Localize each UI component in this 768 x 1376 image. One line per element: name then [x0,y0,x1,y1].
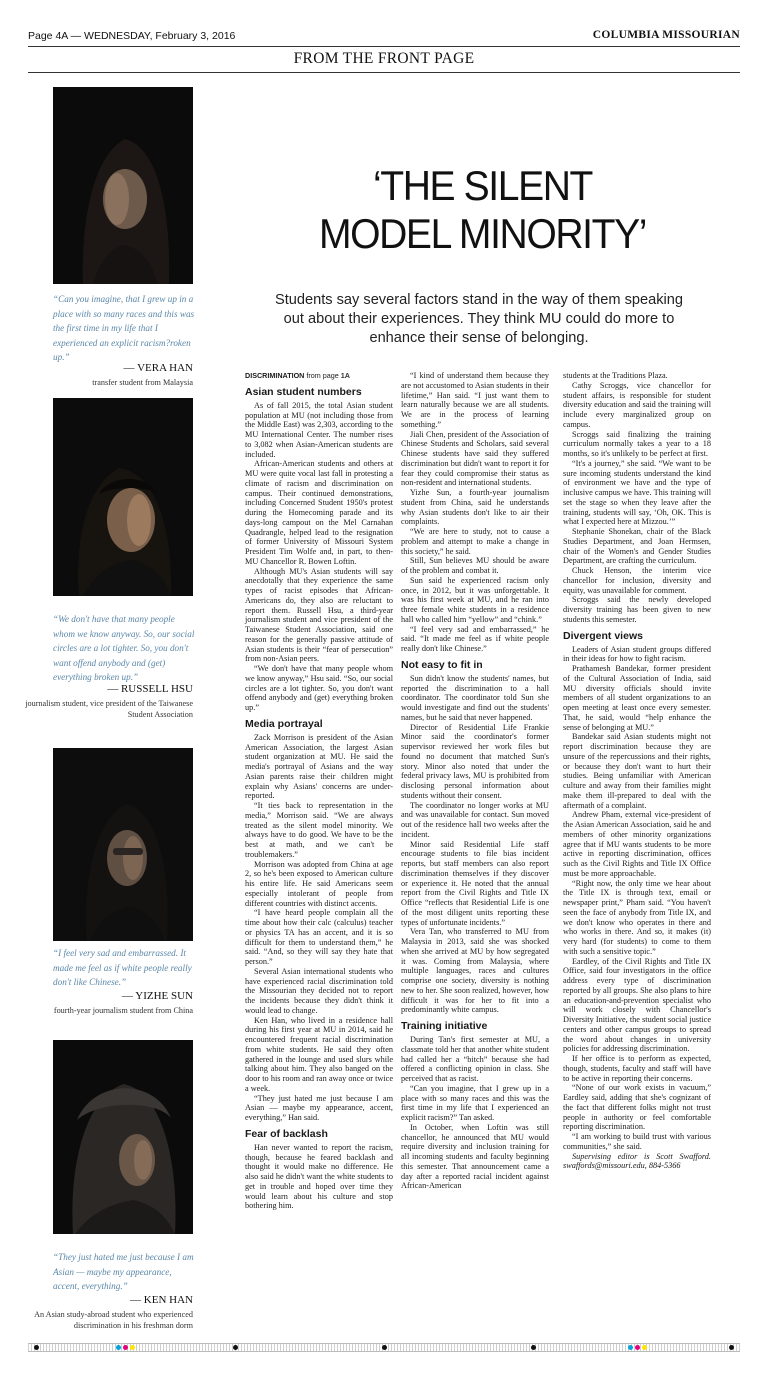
quote-attribution-russell-hsu: — RUSSELL HSU [107,683,193,695]
cyan-dot [116,1345,121,1350]
article-paragraph: Minor said Residential Life staff encourage students to file bias incident reports, but staff members can also report discrimination themselves if they discover or experience it. He noted that the annual report from the Civil Rights and Title IX Office “reflects that Residential Life is one of the most diligent units reporting these types of unfortunate incidents.” [401,839,549,927]
pull-quote-russell-hsu: “We don't have that many people whom we know anyway. So, our social circles are a lot tighter. So, you don't want offend anybody and (get) everything broken up.” [53,614,195,682]
article-paragraph: The coordinator no longer works at MU and was unavailable for contact. Sun moved out of the residence hall two weeks after the incident. [401,800,549,839]
article-paragraph: Vera Tan, who transferred to MU from Malaysia in 2013, said she was shocked when she arrived at MU by how segregated it was. Coming from Malaysia, where multiple languages, races and cultures comprise one society, diversity is nothing new to her. She soon realized, however, how difficult it was for her to fit into a predominantly white campus. [401,927,549,1015]
article-paragraph: As of fall 2015, the total Asian student population at MU (not including those from the Middle East) was 2,303, according to the MU International Center. The number rises to 3,082 when Asian-American students are included. [245,400,393,459]
magenta-dot [635,1345,640,1350]
article-paragraph: Sun said he experienced racism only once, in 2012, but it was unforgettable. It was his first week at MU, and he ran into three female white students in a residence hall who called him “yellow” and “chink.” [401,575,549,624]
article-paragraph: Still, Sun believes MU should be aware of the problem and combat it. [401,556,549,575]
registration-dot [729,1345,734,1350]
jump-label: DISCRIMINATION [245,371,305,380]
article-paragraph: “I feel very sad and embarrassed,” he said. “It made me feel as if white people really don't like Chinese.” [401,624,549,653]
article-paragraph: Eardley, of the Civil Rights and Title IX Office, said four investigators in the office address every type of discrimination reported by all groups. She also plans to hire an education-and-prevention specialist who will work closely with Chancellor's Diversity Initiative, the student social justice centers and other campus groups to spread the word about changes in university policies for addressing discrimination. [563,956,711,1054]
article-paragraph: “I am working to build trust with various communities,” she said. [563,1132,711,1151]
quote-attribution-vera-han: — VERA HAN [123,362,193,374]
article-paragraph: Andrew Pham, external vice-president of the Asian American Association, said he and members of other minority organizations agree that if MU wants students to be more active in reporting discrimination, offices such as the Civil Rights and Title IX Office must be more approachable. [563,810,711,878]
editor-credit: Supervising editor is Scott Swafford. swaffords@missouri.edu, 884-5366 [563,1151,711,1171]
article-paragraph: “It ties back to representation in the media,” Morrison said. “We are always treated as the silent model minority. We always have to do good. We have to be the best at math, and we can't be troublemakers.” [245,801,393,859]
quote-role-russell-hsu: journalism student, vice president of the Taiwanese Student Association [25,699,193,719]
article-paragraph: African-American students and others at MU were quite vocal last fall in protesting a climate of racism and discrimination on campus. Their continued demonstrations, including Concerned Student 1950's protest during the Homecoming parade and its days-long campout on the Mel Carnahan Quadrangle, helped lead to the resignation of former University of Missouri System President Tim Wolfe and, in part, to then-MU Chancellor R. Bowen Loftin. [245,459,393,566]
subhead-not-easy-to-fit-in: Not easy to fit in [401,658,483,671]
portrait-photo-russell-hsu [53,398,193,596]
article-paragraph: “They just hated me just because I am Asian — maybe my appearance, accent, everything,” Han said. [245,1093,393,1122]
article-paragraph: Ken Han, who lived in a residence hall during his first year at MU in 2014, said he encountered frequent racial discrimination from white students. He said they often gathered in the lounge and used slurs while talking about him. They also banged on the door to his room and ran away once or twice a week. [245,1015,393,1093]
cyan-dot [628,1345,633,1350]
article-paragraph: students at the Traditions Plaza. [563,371,668,380]
article-paragraph: Sun didn't know the students' names, but reported the discrimination to a hall coordinator. The coordinator told Sun she would investigate and find out the students' names, but he said that never happened. [401,673,549,722]
article-paragraph: Jiali Chen, president of the Association of Chinese Students and Scholars, said several Chinese students have said they suffered discrimination but didn't want to report it for fear they could compromise their status as non-resident and international students. [401,429,549,488]
article-paragraph: Stephanie Shonekan, chair of the Black Studies Department, and Joan Hermsen, chair of the Women's and Gender Studies Department, are crafting the curriculum. [563,527,711,566]
article-paragraph: Several Asian international students who have experienced racial discrimination told the Missourian they decided not to report the incidents because they didn't think it would lead to change. [245,966,393,1015]
main-headline [243,162,722,258]
article-paragraph: “We are here to study, not to cause a problem and attempt to make a change in this society,” he said. [401,527,549,556]
yellow-dot [130,1345,135,1350]
article-paragraph: Han never wanted to report the racism, though, because he feared backlash and thought it would make no difference. He also said he didn't want the white students to get in trouble and hoped over time they would learn about his culture and stop bothering him. [245,1142,393,1211]
article-paragraph: Scroggs said finalizing the training curriculum normally takes a year to a 18 months, so it's unlikely to be perfect at first. [563,429,711,458]
registration-dot [531,1345,536,1350]
portrait-photo-yizhe-sun [53,748,193,941]
quote-attribution-ken-han: — KEN HAN [130,1294,193,1306]
article-column-2 [401,371,549,1191]
article-paragraph: Prathamesh Bandekar, former president of the Cultural Association of India, said MU diversity officials should invite members of all student organizations to an open meeting at least once every semester. That, he said, would “help enhance the sense of belonging at MU.” [563,664,711,732]
subhead-asian-student-numbers: Asian student numbers [245,385,362,398]
subhead-divergent-views: Divergent views [563,629,643,642]
quote-attribution-yizhe-sun: — YIZHE SUN [121,990,193,1002]
article-paragraph: Yizhe Sun, a fourth-year journalism student from China, said he understands why Asian students don't like to air their complaints. [401,488,549,527]
article-paragraph: Although MU's Asian students will say anecdotally that they experience the same types of racist episodes that African-Americans do, they also are reluctant to report them. Russell Hsu, a third-year journalism student and vice president of the Taiwanese Student Association, said one reason for the generally passive attitude of Asian students is their “fear of persecution” from non-Asian peers. [245,566,393,664]
article-paragraph: In October, when Loftin was still chancellor, he announced that MU would require diversity and inclusion training for all incoming students and faculty beginning this semester. That announcement came a day after a reported racial incident against African-American [401,1122,549,1191]
headline-line-2: MODEL MINORITY’ [318,210,647,257]
page-dateline: Page 4A — WEDNESDAY, February 3, 2016 [28,30,236,42]
subheadline: Students say several factors stand in the way of them speaking out about their experiences. They think MU could do more to enhance their sense of belonging. [274,292,684,346]
headline-line-1: ‘THE SILENT [372,162,593,209]
yellow-dot [642,1345,647,1350]
article-paragraph: During Tan's first semester at MU, a classmate told her that another white student had called her a “bitch” because she had offered a conflicting opinion in class. She perceived that as racist. [401,1035,549,1083]
pull-quote-vera-han: “Can you imagine, that I grew up in a place with so many races and this was the first time in my life that I experienced an explicit racism?roken up.” [53,294,195,362]
article-column-3 [563,371,711,1171]
quote-role-ken-han: An Asian study-abroad student who experienced discrimination in his freshman dorm [34,1310,193,1330]
article-paragraph: Morrison was adopted from China at age 2, so he's been exposed to American culture his entire life. He said Americans seem especially intolerant of people from different countries with distinct accents. [245,859,393,908]
header-rule [28,46,740,47]
newspaper-name: COLUMBIA MISSOURIAN [592,29,740,41]
article-paragraph: “Can you imagine, that I grew up in a place with so many races and this was the first time in my life that I experienced an explicit racism?” Tan asked. [401,1083,549,1122]
article-paragraph: “I have heard people complain all the time about how their calc (calculus) teacher or physics TA has an accent, and it is so difficult for them to understand them,” he said. “And, so they will say they hate that person.” [245,908,393,966]
registration-dot [382,1345,387,1350]
pull-quote-ken-han: “They just hated me just because I am Asian — maybe my appearance, accent, everything.” [53,1252,194,1291]
article-paragraph: Chuck Henson, the interim vice chancellor for inclusion, diversity and equity, was unavailable for comment. [563,566,711,595]
article-paragraph: Director of Residential Life Frankie Minor said the coordinator's former supervisor reviewed her work files but found no document that matched Sun's story. Minor also noted that under the federal privacy laws, MU is prohibited from disclosing personal information about students without their consent. [401,722,549,800]
article-paragraph: Bandekar said Asian students might not report discrimination because they are unsure of the repercussions and their rights, or because they don't want to hurt their studies. Being unfamiliar with American culture and away from their families might make them ill-prepared to deal with the aftermath of a complaint. [563,732,711,810]
jump-from: from page [306,371,339,380]
article-paragraph: Scroggs said the newly developed diversity training has been given to new students this semester. [563,595,711,624]
quote-role-yizhe-sun: fourth-year journalism student from China [53,1006,193,1015]
article-paragraph: Leaders of Asian student groups differed in their ideas for how to fight racism. [563,644,711,664]
quote-role-vera-han: transfer student from Malaysia [92,378,193,387]
article-column-1 [245,371,393,1211]
article-paragraph: “We don't have that many people whom we know anyway,” Hsu said. “So, our social circles are a lot tighter. So, you don't want offend anybody and (get) everything broken up.” [245,664,393,712]
section-title: FROM THE FRONT PAGE [293,50,475,67]
article-paragraph: Cathy Scroggs, vice chancellor for student affairs, is responsible for student diversity education and said the training will include every marginalized group on campus. [563,380,711,429]
article-paragraph: “Right now, the only time we hear about the Title IX is through text, email or newspaper print,” Pham said. “You haven't seen the face of anybody from Title IX, and we don't know who operates in there and who works in there. And so, it makes (it) very hard (for students) to come to them with such a sensitive topic.” [563,878,711,956]
article-paragraph: “It's a journey,” she said. “We want to be sure incoming students understand the kind of environment we have and the type of inclusive campus we have. This training will set the stage so when they leave after the training, students will say, ‘Oh, OK. This is what I expected here at Mizzou.’” [563,458,711,527]
jump-page: 1A [340,371,350,380]
magenta-dot [123,1345,128,1350]
registration-dot [233,1345,238,1350]
subhead-media-portrayal: Media portrayal [245,717,323,730]
subhead-training-initiative: Training initiative [401,1020,488,1032]
jump-line [245,371,393,381]
portrait-photo-ken-han [53,1040,193,1234]
subhead-fear-of-backlash: Fear of backlash [245,1127,328,1140]
article-paragraph: Zack Morrison is president of the Asian American Association, the largest Asian student organization at MU. He said the media's portrayal of Asians and the way Asian parents raise their children might explain why Asians' concerns are under-reported. [245,732,393,801]
pull-quote-yizhe-sun: “I feel very sad and embarrassed. It made me feel as if white people really don't like Chinese.” [53,948,192,987]
article-paragraph: “I kind of understand them because they are not accustomed to Asian students in their lifetime,” Han said. “I just want them to learn naturally because we are all students. We are in the process of learning something.” [401,371,549,429]
article-paragraph: “None of our work exists in vacuum,” Eardley said, adding that she's cognizant of the fact that different folks might not trust people in authority or feel comfortable reporting discrimination. [563,1083,711,1132]
registration-dot [34,1345,39,1350]
article-paragraph: If her office is to perform as expected, though, students, faculty and staff will have to be active in reporting their concerns. [563,1054,711,1083]
section-rule [28,72,740,73]
portrait-photo-vera-han [53,87,193,284]
